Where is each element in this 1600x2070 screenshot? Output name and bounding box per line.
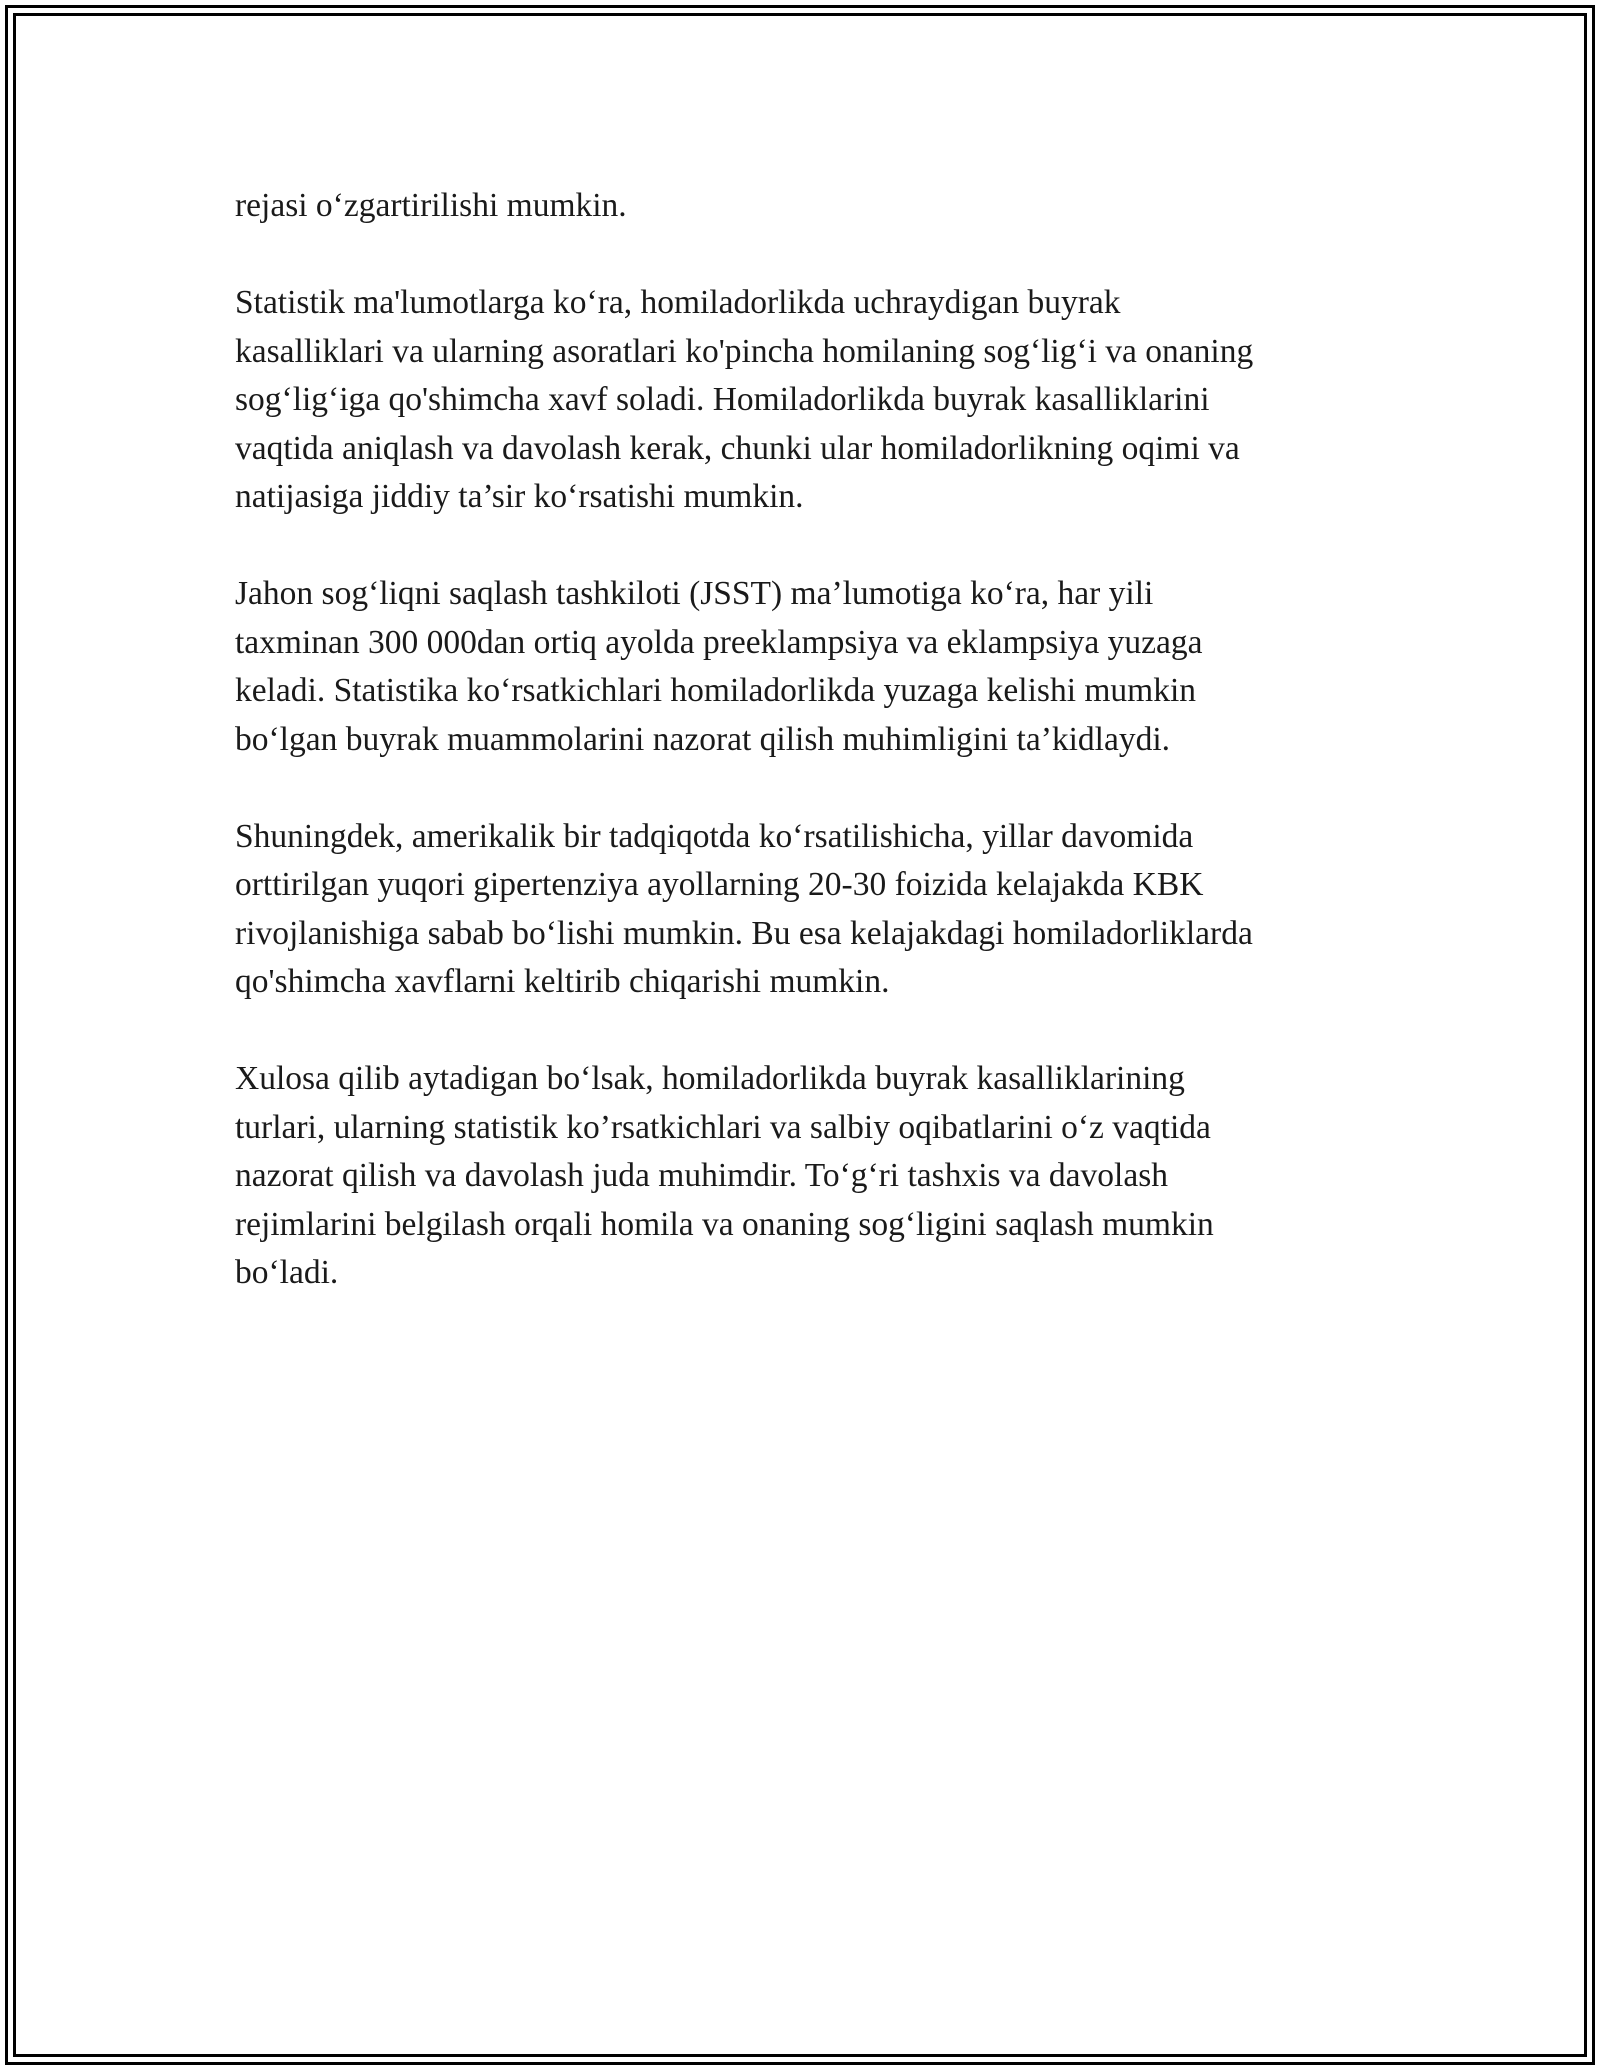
paragraph-statistics: Statistik ma'lumotlarga ko‘ra, homiladorlikda uchraydigan buyrak kasalliklari va ularning asoratlari ko'pincha homilaning sog‘lig‘i va onaning sog‘lig‘iga qo'shimcha xavf soladi. Homiladorlikda buyrak kasalliklarini vaqtida aniqlash va davolash kerak, chunki ular homiladorlikning oqimi va natijasiga jiddiy ta’sir ko‘rsatishi mumkin. [235, 284, 1254, 515]
paragraph-continuation: rejasi o‘zgartirilishi mumkin. [235, 187, 627, 224]
paragraph-conclusion: Xulosa qilib aytadigan bo‘lsak, homiladorlikda buyrak kasalliklarining turlari, ularning statistik ko’rsatkichlari va salbiy oqibatlarini o‘z vaqtida nazorat qilish va davolash juda muhimdir. To‘g‘ri tashxis va davolash rejimlarini belgilash orqali homila va onaning sog‘ligini saqlash mumkin bo‘ladi. [235, 1060, 1214, 1291]
paragraph-who-data: Jahon sog‘liqni saqlash tashkiloti (JSST) ma’lumotiga ko‘ra, har yili taxminan 300 000dan ortiq ayolda preeklampsiya va eklampsiya yuzaga keladi. Statistika ko‘rsatkichlari homiladorlikda yuzaga kelishi mumkin bo‘lgan buyrak muammolarini nazorat qilish muhimligini ta’kidlaydi. [235, 575, 1203, 758]
paragraph-american-study: Shuningdek, amerikalik bir tadqiqotda ko‘rsatilishicha, yillar davomida orttirilgan yuqori gipertenziya ayollarning 20-30 foizida kelajakda KBK rivojlanishiga sabab bo‘lishi mumkin. Bu esa kelajakdagi homiladorliklarda qo'shimcha xavflarni keltirib chiqarishi mumkin. [235, 817, 1253, 1000]
document-body [235, 182, 1365, 1346]
